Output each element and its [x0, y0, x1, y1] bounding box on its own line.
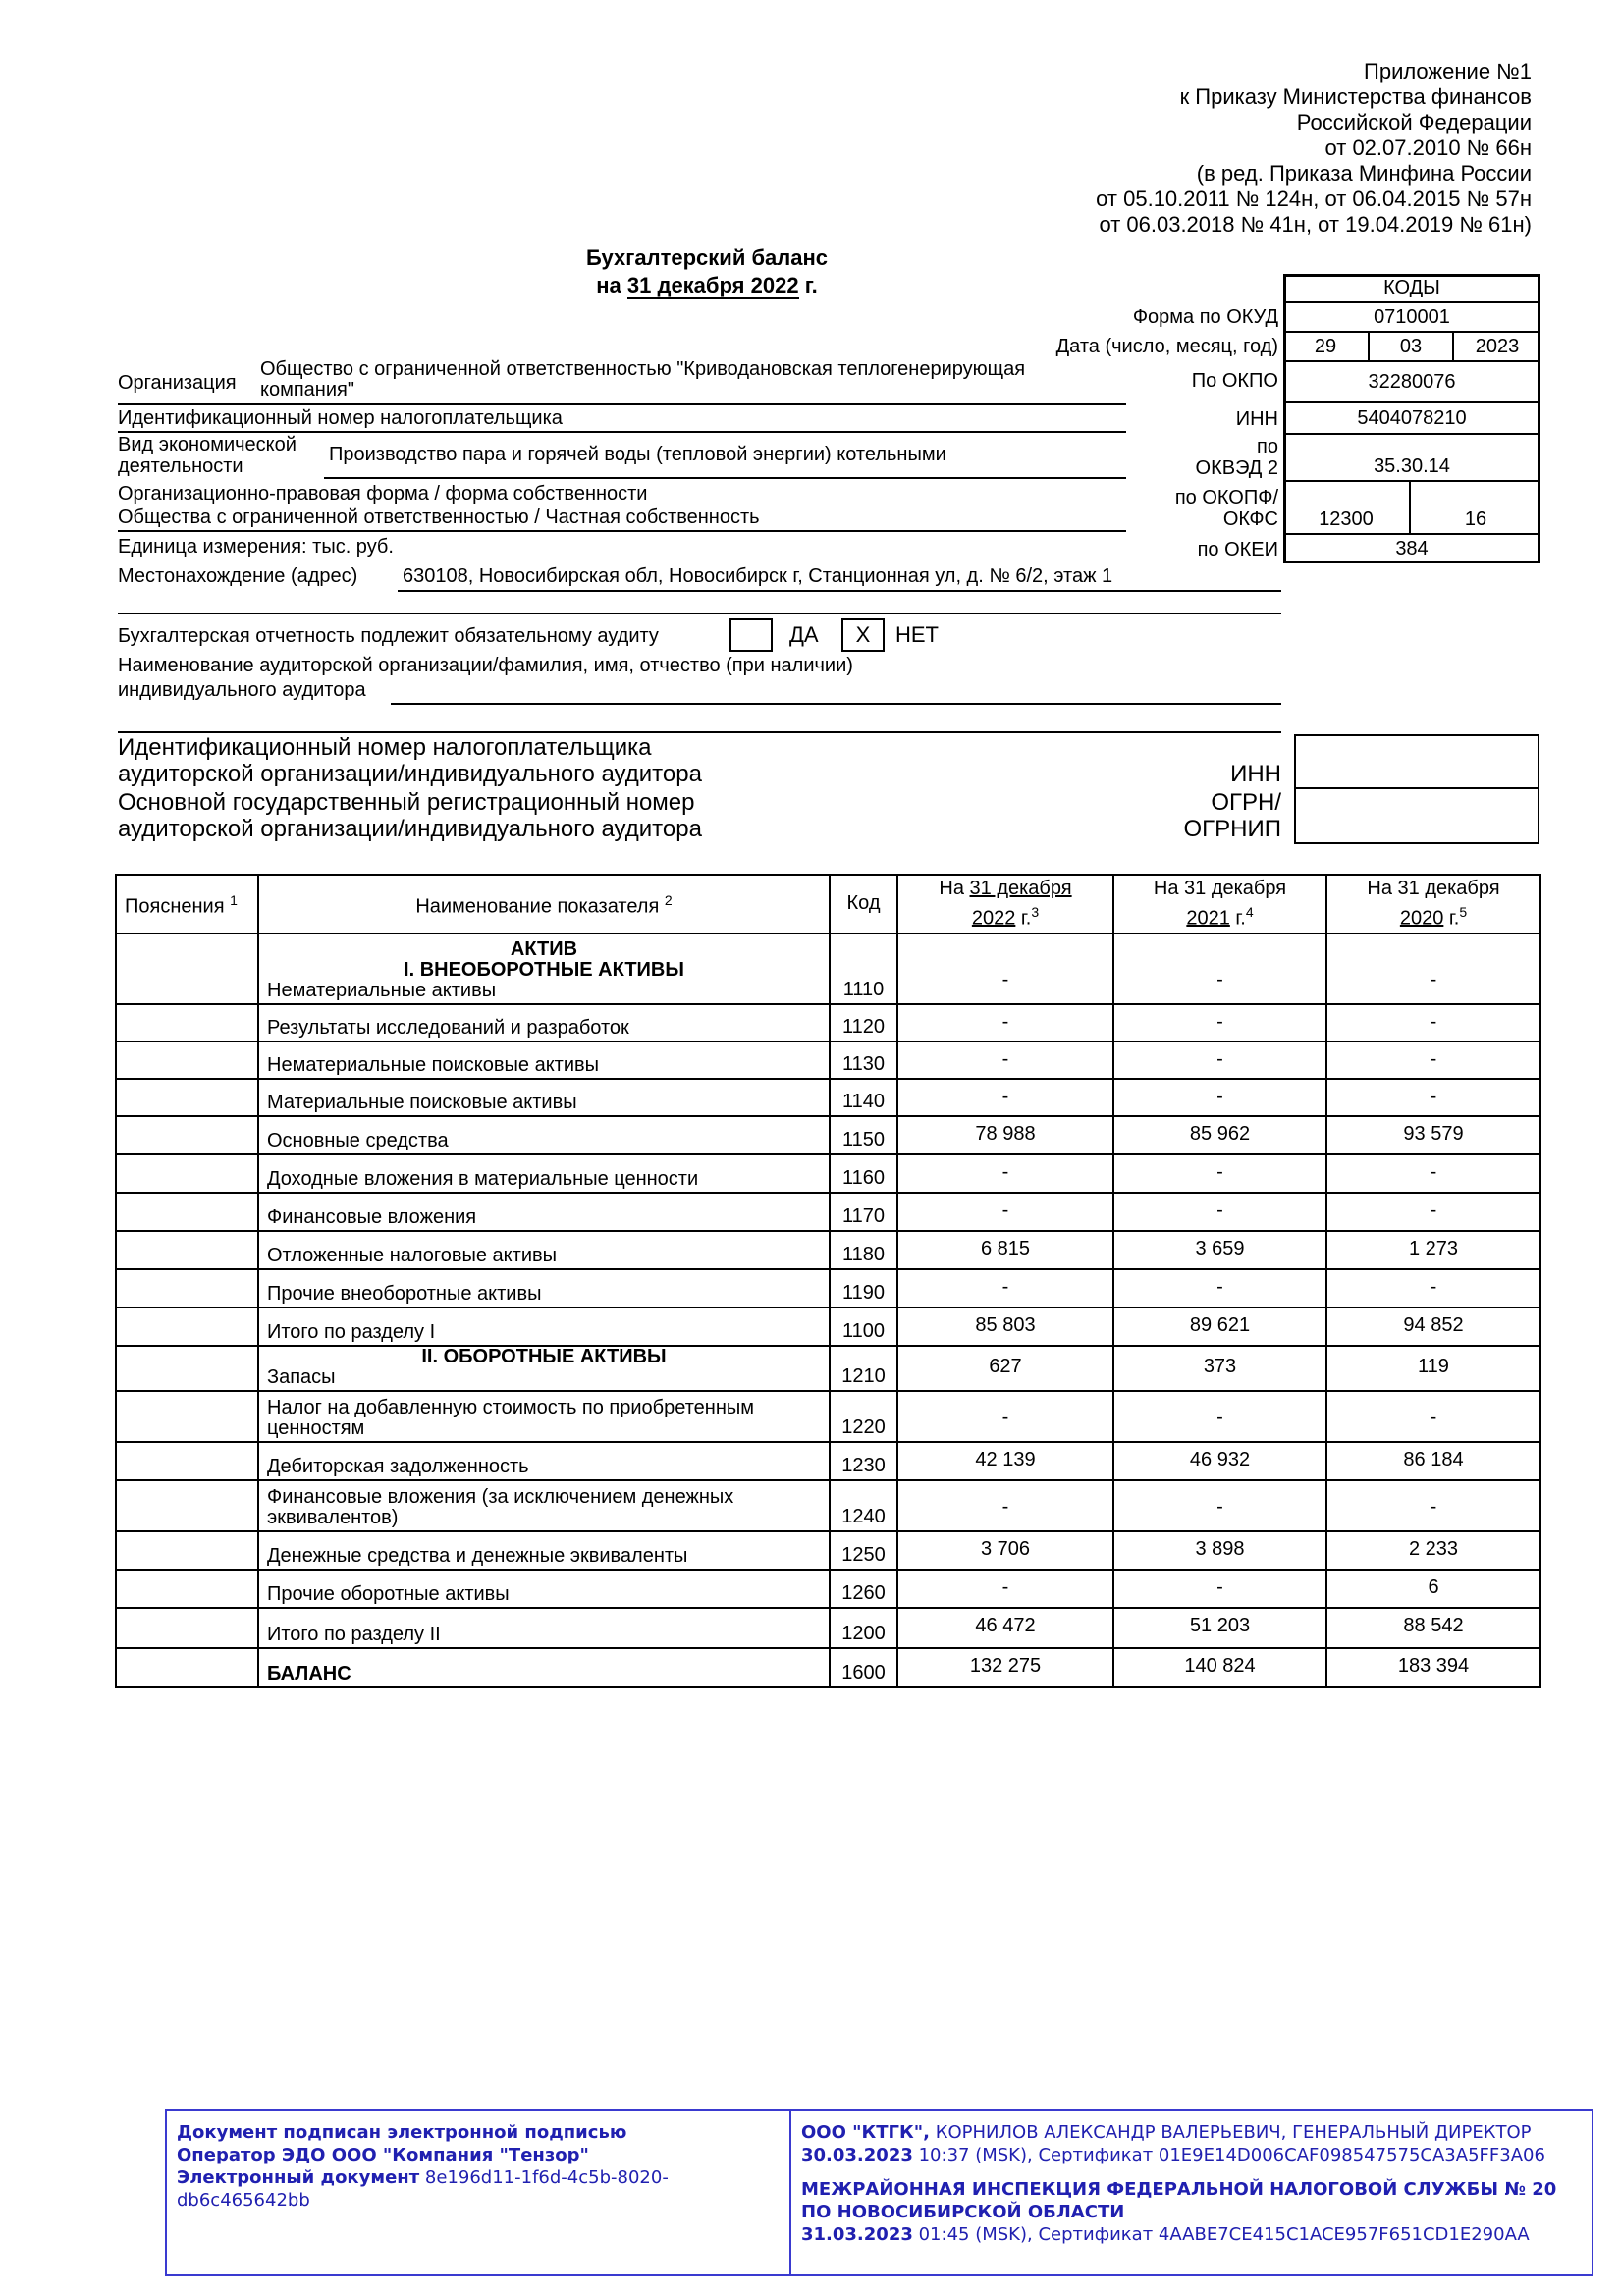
row-name-cell: [258, 1079, 830, 1116]
auditor-inn-label-1: Идентификационный номер налогоплательщика: [118, 734, 652, 761]
header-col2-c: г.: [1235, 907, 1246, 930]
row-value-1: 42 139: [897, 1442, 1113, 1480]
row-name: Налог на добавленную стоимость по приобретенным ценностям: [267, 1397, 754, 1439]
appendix-line: от 06.03.2018 № 41н, от 19.04.2019 № 61н): [1099, 212, 1532, 237]
row-name-cell: [258, 1442, 830, 1480]
row-value-3: 94 852: [1326, 1308, 1540, 1346]
table-row: [116, 1193, 1540, 1231]
auditor-ogrn-label-2: аудиторской организации/индивидуального аудитора: [118, 816, 702, 842]
row-value-3: 183 394: [1326, 1648, 1540, 1687]
audit-yes-checkbox[interactable]: [729, 618, 773, 652]
activity-value: Производство пара и горячей воды (тепловой энергии) котельными: [329, 444, 946, 465]
header-col3-sup: 5: [1459, 903, 1468, 920]
row-code: 1190: [830, 1269, 897, 1308]
edoc-id: 8e196d11-1f6d-4c5b-8020-db6c465642bb: [177, 2167, 669, 2211]
row-value-1: -: [897, 1193, 1113, 1231]
signature-left-line-3: [177, 2166, 780, 2212]
row-value-3: -: [1326, 1079, 1540, 1116]
row-notes-cell: [116, 1231, 258, 1269]
section-2-title: II. ОБОРОТНЫЕ АКТИВЫ: [421, 1346, 667, 1367]
okopf-value: 12300: [1283, 482, 1411, 535]
separator-line: [118, 613, 1281, 614]
date-suffix: г.: [804, 273, 818, 297]
row-value-1: -: [897, 1079, 1113, 1116]
row-name: Финансовые вложения: [267, 1206, 477, 1228]
auditor-ogrn-label-1: Основной государственный регистрационный номер: [118, 789, 695, 816]
header-col2-a: На 31 декабря: [1153, 877, 1287, 899]
row-value-1: -: [897, 1154, 1113, 1193]
row-notes-cell: [116, 1154, 258, 1193]
row-notes-cell: [116, 1442, 258, 1480]
row-notes-cell: [116, 1041, 258, 1079]
row-value-3: 2 233: [1326, 1531, 1540, 1570]
row-name-cell: [258, 1531, 830, 1570]
edoc-label: Электронный документ: [177, 2167, 420, 2188]
header-col2-b: 2021: [1186, 907, 1230, 930]
header-col3-a: На 31 декабря: [1367, 877, 1500, 899]
header-notes: [116, 875, 258, 934]
org-name: Общество с ограниченной ответственностью "Криводановская теплогенерирующая компания": [260, 358, 1026, 400]
row-name: Денежные средства и денежные эквиваленты: [267, 1545, 688, 1567]
row-name: Прочие внеоборотные активы: [267, 1283, 542, 1305]
row-value-3: 119: [1326, 1346, 1540, 1391]
date-value: 31 декабря 2022: [626, 273, 799, 297]
header-code: Код: [830, 875, 897, 934]
table-row: [116, 1608, 1540, 1648]
row-value-1: 627: [897, 1346, 1113, 1391]
appendix-line: Приложение №1: [1364, 59, 1532, 83]
table-row: [116, 1269, 1540, 1308]
header-col3-c: г.: [1448, 907, 1460, 930]
row-code: 1150: [830, 1116, 897, 1154]
row-notes-cell: [116, 1480, 258, 1531]
signature-right: [791, 2111, 1592, 2274]
row-value-2: 51 203: [1113, 1608, 1326, 1648]
row-value-1: 78 988: [897, 1116, 1113, 1154]
org-label: Организация: [118, 372, 237, 394]
header-col2: [1113, 875, 1326, 934]
date-day: 29: [1283, 333, 1370, 362]
form-underline: [118, 530, 1126, 532]
signature-left-line-1: Документ подписан электронной подписью: [177, 2122, 627, 2143]
auditor-separator: [118, 731, 1281, 733]
table-row: [116, 1154, 1540, 1193]
row-notes-cell: [116, 934, 258, 1004]
row-name-cell: [258, 1004, 830, 1041]
table-row: [116, 1391, 1540, 1442]
table-row: [116, 1346, 1540, 1391]
table-row: [116, 934, 1540, 1004]
row-name: Нематериальные активы: [267, 980, 497, 1001]
inn-underline: [118, 431, 1126, 433]
header-name-text: Наименование показателя: [415, 895, 660, 918]
table-row: [116, 1004, 1540, 1041]
header-notes-text: Пояснения: [125, 895, 225, 918]
row-code: 1250: [830, 1531, 897, 1570]
signature-left-line-2: Оператор ЭДО ООО "Компания "Тензор": [177, 2145, 589, 2165]
legal-form-value: Общества с ограниченной ответственностью / Частная собственность: [118, 507, 760, 528]
row-value-3: 86 184: [1326, 1442, 1540, 1480]
row-name-cell: [258, 1116, 830, 1154]
audit-yes-label: ДА: [789, 622, 819, 647]
row-value-1: 3 706: [897, 1531, 1113, 1570]
balance-table: [115, 874, 1541, 1688]
auditor-codes-divider: [1294, 787, 1539, 789]
auditor-inn-code-label: ИНН: [1230, 761, 1281, 787]
row-value-3: 6: [1326, 1570, 1540, 1608]
signer-1-cert-rest: 10:37 (MSK), Сертификат 01E9E14D006CAF098547575CA3A5FF3A06: [918, 2145, 1545, 2165]
section-1-title: I. ВНЕОБОРОТНЫЕ АКТИВЫ: [404, 959, 684, 981]
row-notes-cell: [116, 1570, 258, 1608]
row-name-cell: [258, 1154, 830, 1193]
activity-label-2: деятельности: [118, 455, 243, 477]
row-value-2: -: [1113, 1391, 1326, 1442]
okfs-value: 16: [1411, 482, 1540, 535]
org-inn-label: Идентификационный номер налогоплательщика: [118, 407, 563, 429]
row-name: БАЛАНС: [267, 1663, 351, 1684]
row-name: Прочие оборотные активы: [267, 1583, 510, 1605]
row-code: 1210: [830, 1346, 897, 1391]
row-name: Финансовые вложения (за исключением денежных эквивалентов): [267, 1486, 734, 1528]
header-col1-c: 2022: [971, 907, 1016, 930]
row-value-3: 1 273: [1326, 1231, 1540, 1269]
table-row: [116, 1648, 1540, 1687]
table-row: [116, 1041, 1540, 1079]
okved-label-2: ОКВЭД 2: [1195, 457, 1278, 479]
row-value-2: 3 659: [1113, 1231, 1326, 1269]
date-year: 2023: [1454, 333, 1540, 362]
row-notes-cell: [116, 1648, 258, 1687]
row-name-cell: [258, 1608, 830, 1648]
row-value-3: -: [1326, 1391, 1540, 1442]
row-value-2: -: [1113, 1079, 1326, 1116]
row-value-2: 373: [1113, 1346, 1326, 1391]
date-month: 03: [1370, 333, 1454, 362]
row-name-cell: [258, 1041, 830, 1079]
row-notes-cell: [116, 1269, 258, 1308]
okud-label: Форма по ОКУД: [1132, 306, 1278, 328]
row-notes-cell: [116, 1004, 258, 1041]
row-code: 1170: [830, 1193, 897, 1231]
row-value-2: -: [1113, 1154, 1326, 1193]
address-underline: [398, 590, 1281, 592]
row-code: 1240: [830, 1480, 897, 1531]
row-value-2: -: [1113, 1004, 1326, 1041]
appendix-block: [884, 59, 1532, 238]
row-value-1: 46 472: [897, 1608, 1113, 1648]
okpo-value: 32280076: [1283, 362, 1540, 403]
row-name: Доходные вложения в материальные ценности: [267, 1168, 699, 1190]
row-name: Материальные поисковые активы: [267, 1092, 577, 1113]
row-code: 1220: [830, 1391, 897, 1442]
row-value-2: 140 824: [1113, 1648, 1326, 1687]
table-row: [116, 1570, 1540, 1608]
appendix-line: от 05.10.2011 № 124н, от 06.04.2015 № 57н: [1096, 187, 1532, 211]
signer-1-org: ООО "КТГК",: [801, 2122, 930, 2143]
row-value-1: -: [897, 1004, 1113, 1041]
signer-1-date: 30.03.2023: [801, 2145, 913, 2165]
date-prefix: на: [596, 273, 621, 297]
audit-no-label: НЕТ: [895, 622, 939, 647]
signer-1-rest: КОРНИЛОВ АЛЕКСАНДР ВАЛЕРЬЕВИЧ, ГЕНЕРАЛЬНЫЙ ДИРЕКТОР: [935, 2122, 1532, 2143]
okei-label: по ОКЕИ: [1197, 539, 1278, 561]
appendix-line: к Приказу Министерства финансов: [1179, 84, 1532, 109]
row-value-3: 93 579: [1326, 1116, 1540, 1154]
header-col2-sup: 4: [1245, 903, 1254, 920]
row-name: Отложенные налоговые активы: [267, 1245, 557, 1266]
header-name: [258, 875, 830, 934]
section-aktiv-title: АКТИВ: [510, 938, 578, 960]
okved-value: 35.30.14: [1283, 435, 1540, 482]
row-name: Дебиторская задолженность: [267, 1456, 529, 1477]
header-col1-sup: 3: [1031, 903, 1040, 920]
row-value-3: -: [1326, 1480, 1540, 1531]
row-value-2: -: [1113, 1041, 1326, 1079]
row-name: Результаты исследований и разработок: [267, 1017, 629, 1039]
row-value-1: -: [897, 1041, 1113, 1079]
row-name-cell: [258, 1308, 830, 1346]
row-value-2: -: [1113, 1269, 1326, 1308]
table-row: [116, 1442, 1540, 1480]
row-value-3: 88 542: [1326, 1608, 1540, 1648]
row-notes-cell: [116, 1346, 258, 1391]
inn-value: 5404078210: [1283, 403, 1540, 435]
row-name-cell: [258, 1570, 830, 1608]
row-value-1: -: [897, 934, 1113, 1004]
row-value-2: 85 962: [1113, 1116, 1326, 1154]
row-name-cell: [258, 1269, 830, 1308]
row-name-cell: [258, 1391, 830, 1442]
row-value-1: 6 815: [897, 1231, 1113, 1269]
row-value-2: 89 621: [1113, 1308, 1326, 1346]
header-name-sup: 2: [664, 891, 673, 908]
activity-label-1: Вид экономической: [118, 434, 297, 455]
audit-subject-label: Бухгалтерская отчетность подлежит обязательному аудиту: [118, 625, 659, 647]
row-notes-cell: [116, 1193, 258, 1231]
legal-form-label: Организационно-правовая форма / форма собственности: [118, 483, 648, 505]
row-value-1: -: [897, 1391, 1113, 1442]
page-title: Бухгалтерский баланс: [585, 245, 829, 270]
auditor-ogrn-code-label-2: ОГРНИП: [1183, 816, 1281, 842]
row-value-2: -: [1113, 1570, 1326, 1608]
org-underline: [118, 403, 1126, 405]
row-notes-cell: [116, 1079, 258, 1116]
auditor-name-label-1: Наименование аудиторской организации/фамилия, имя, отчество (при наличии): [118, 655, 853, 676]
auditor-codes-box: [1294, 734, 1539, 844]
row-name-cell: [258, 1193, 830, 1231]
row-notes-cell: [116, 1116, 258, 1154]
date-label: Дата (число, месяц, год): [1055, 336, 1278, 357]
header-col1-a: На: [939, 877, 964, 899]
table-row: [116, 1480, 1540, 1531]
table-row: [116, 1531, 1540, 1570]
row-value-1: 132 275: [897, 1648, 1113, 1687]
row-name: Основные средства: [267, 1130, 449, 1151]
header-col1: [897, 875, 1113, 934]
row-value-3: -: [1326, 1004, 1540, 1041]
table-row: [116, 1079, 1540, 1116]
auditor-name-underline: [391, 703, 1281, 705]
table-row: [116, 1116, 1540, 1154]
table-row: [116, 1308, 1540, 1346]
header-col1-d: г.: [1020, 907, 1032, 930]
row-value-3: -: [1326, 1154, 1540, 1193]
row-name-cell: [258, 1648, 830, 1687]
auditor-name-label-2: индивидуального аудитора: [118, 679, 366, 701]
row-code: 1260: [830, 1570, 897, 1608]
okud-value: 0710001: [1283, 303, 1540, 333]
address-value: 630108, Новосибирская обл, Новосибирск г, Станционная ул, д. № 6/2, этаж 1: [403, 565, 1113, 587]
signer-1: [801, 2121, 1582, 2144]
signature-left: [167, 2111, 791, 2274]
row-code: 1200: [830, 1608, 897, 1648]
row-code: 1600: [830, 1648, 897, 1687]
audit-no-checkbox[interactable]: X: [841, 618, 885, 652]
row-value-3: -: [1326, 1193, 1540, 1231]
row-value-1: -: [897, 1269, 1113, 1308]
row-name: Запасы: [267, 1366, 336, 1388]
row-value-1: -: [897, 1480, 1113, 1531]
header-notes-sup: 1: [230, 891, 238, 908]
signer-1-cert: [801, 2144, 1582, 2166]
appendix-line: Российской Федерации: [1296, 110, 1532, 134]
signer-2-cert-rest: 01:45 (MSK), Сертификат 4AABE7CE415C1ACE957F651CD1E290AA: [918, 2224, 1530, 2245]
signer-2: МЕЖРАЙОННАЯ ИНСПЕКЦИЯ ФЕДЕРАЛЬНОЙ НАЛОГОВОЙ СЛУЖБЫ № 20 ПО НОВОСИБИРСКОЙ ОБЛАСТИ: [801, 2179, 1557, 2222]
activity-underline: [324, 477, 1126, 479]
okei-value: 384: [1395, 538, 1429, 560]
row-value-1: 85 803: [897, 1308, 1113, 1346]
auditor-inn-label-2: аудиторской организации/индивидуального аудитора: [118, 761, 702, 787]
row-code: 1120: [830, 1004, 897, 1041]
row-name-cell: [258, 1231, 830, 1269]
row-value-2: 46 932: [1113, 1442, 1326, 1480]
e-signature-stamp: [165, 2109, 1593, 2276]
row-name-cell: [258, 1480, 830, 1531]
appendix-line: (в ред. Приказа Минфина России: [1196, 161, 1532, 186]
okved-label-1: по: [1257, 436, 1278, 457]
row-code: 1140: [830, 1079, 897, 1116]
header-col3-b: 2020: [1399, 907, 1444, 930]
row-value-2: -: [1113, 1480, 1326, 1531]
row-value-2: -: [1113, 934, 1326, 1004]
row-code: 1130: [830, 1041, 897, 1079]
address-label: Местонахождение (адрес): [118, 565, 358, 587]
codes-title: КОДЫ: [1283, 274, 1540, 303]
row-name: Нематериальные поисковые активы: [267, 1054, 599, 1076]
okpo-label: По ОКПО: [1191, 370, 1278, 392]
row-value-1: -: [897, 1570, 1113, 1608]
signer-2-date: 31.03.2023: [801, 2224, 913, 2245]
table-row: [116, 1231, 1540, 1269]
row-name: Итого по разделу II: [267, 1624, 441, 1645]
balance-date: [511, 273, 903, 298]
row-notes-cell: [116, 1391, 258, 1442]
row-value-2: -: [1113, 1193, 1326, 1231]
auditor-ogrn-code-label-1: ОГРН/: [1211, 789, 1281, 816]
row-value-2: 3 898: [1113, 1531, 1326, 1570]
row-notes-cell: [116, 1608, 258, 1648]
row-notes-cell: [116, 1308, 258, 1346]
inn-code-label: ИНН: [1235, 408, 1278, 430]
row-code: 1110: [830, 934, 897, 1004]
unit-label: Единица измерения: тыс. руб.: [118, 536, 394, 558]
row-code: 1160: [830, 1154, 897, 1193]
row-code: 1180: [830, 1231, 897, 1269]
appendix-line: от 02.07.2010 № 66н: [1324, 135, 1532, 160]
row-code: 1230: [830, 1442, 897, 1480]
row-value-3: -: [1326, 1041, 1540, 1079]
row-name-cell: [258, 1346, 830, 1391]
header-col1-b: 31 декабря: [969, 877, 1072, 899]
header-col3: [1326, 875, 1540, 934]
table-header-row: [116, 875, 1540, 934]
okopf-label-2: ОКФС: [1222, 508, 1278, 530]
row-value-3: -: [1326, 1269, 1540, 1308]
row-name-cell: [258, 934, 830, 1004]
row-code: 1100: [830, 1308, 897, 1346]
row-notes-cell: [116, 1531, 258, 1570]
row-name: Итого по разделу I: [267, 1321, 436, 1343]
row-value-3: -: [1326, 934, 1540, 1004]
okopf-label-1: по ОКОПФ/: [1174, 487, 1278, 508]
signer-2-cert: [801, 2223, 1582, 2246]
activity-label: [118, 434, 297, 477]
